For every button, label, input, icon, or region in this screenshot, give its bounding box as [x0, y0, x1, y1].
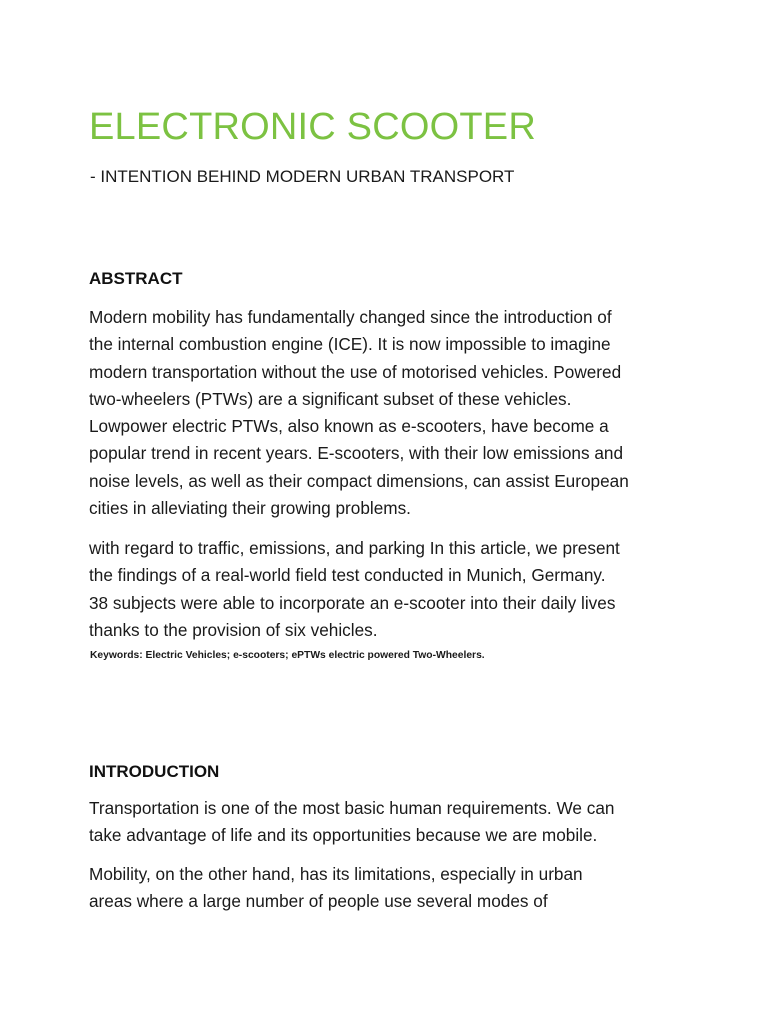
abstract-heading: ABSTRACT [89, 269, 183, 288]
text-line: with regard to traffic, emissions, and parking In this article, we present [89, 538, 620, 558]
text-line: two-wheelers (PTWs) are a significant subset of these vehicles. [89, 388, 572, 409]
abstract-paragraph-2 [89, 535, 689, 644]
text-line: areas where a large number of people use several modes of [89, 891, 548, 912]
introduction-paragraph-1 [89, 795, 689, 850]
text-line: cities in alleviating their growing problems. [89, 498, 411, 519]
text-line: take advantage of life and its opportunities because we are mobile. [89, 825, 598, 846]
keywords-line: Keywords: Electric Vehicles; e-scooters; ePTWs electric powered Two-Wheelers. [90, 650, 485, 661]
text-line: Modern mobility has fundamentally changed since the introduction of [89, 307, 612, 327]
introduction-heading: INTRODUCTION [89, 762, 220, 781]
text-line: Mobility, on the other hand, has its limitations, especially in urban [89, 864, 583, 884]
document-title: ELECTRONIC SCOOTER [89, 106, 536, 148]
text-line: thanks to the provision of six vehicles. [89, 619, 378, 640]
document-subtitle: - INTENTION BEHIND MODERN URBAN TRANSPORT [90, 167, 515, 186]
text-line: Transportation is one of the most basic human requirements. We can [89, 798, 615, 818]
text-line: the internal combustion engine (ICE). It is now impossible to imagine [89, 334, 611, 355]
text-line: Lowpower electric PTWs, also known as e-scooters, have become a [89, 416, 609, 437]
text-line: the findings of a real-world field test conducted in Munich, Germany. [89, 565, 606, 586]
text-line: modern transportation without the use of motorised vehicles. Powered [89, 361, 622, 382]
text-line: 38 subjects were able to incorporate an e-scooter into their daily lives [89, 592, 616, 613]
introduction-paragraph-2 [89, 861, 689, 916]
text-line: noise levels, as well as their compact dimensions, can assist European [89, 470, 629, 491]
text-line: popular trend in recent years. E-scooters, with their low emissions and [89, 443, 624, 464]
abstract-paragraph-1 [89, 304, 689, 522]
